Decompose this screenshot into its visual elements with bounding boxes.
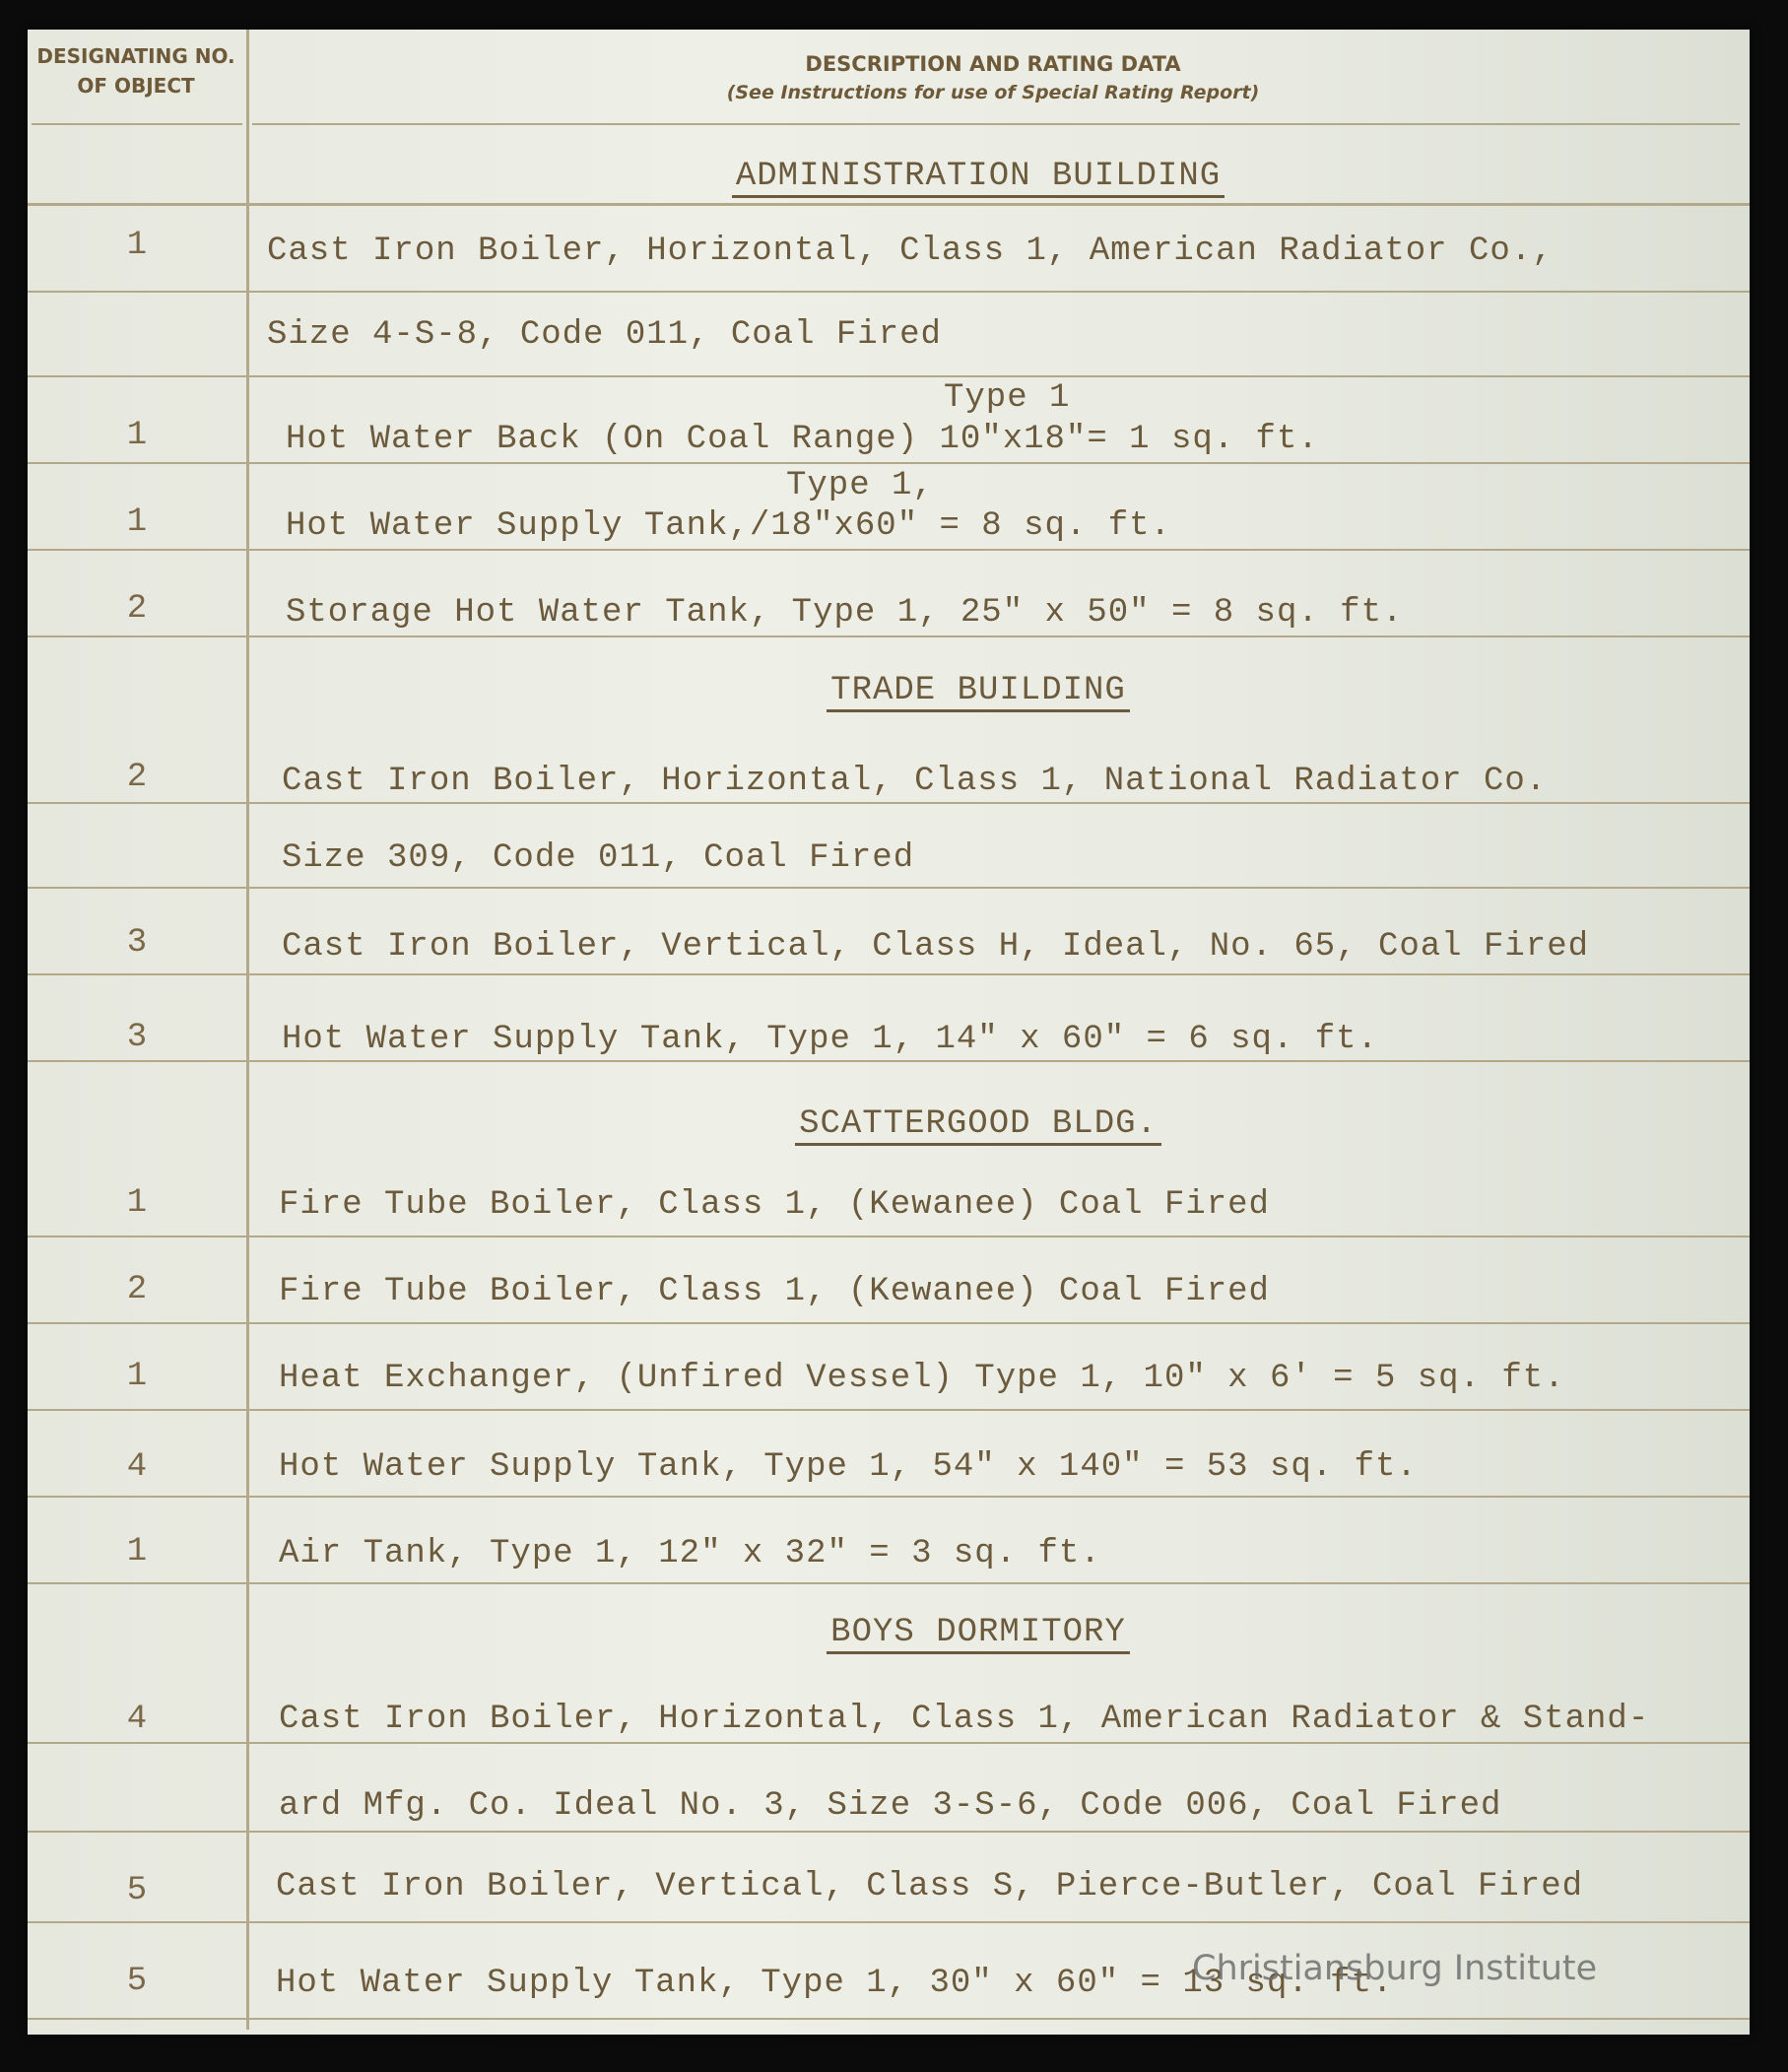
table-row (28, 804, 1750, 889)
row-description: Fire Tube Boiler, Class 1, (Kewanee) Coal Fired (279, 1273, 1270, 1310)
object-number-header: DESIGNATING NO. OF OBJECT (36, 44, 235, 98)
table-row (28, 464, 1750, 551)
table-row (28, 1498, 1750, 1584)
header-rule-right (252, 123, 1740, 125)
table-row (28, 551, 1750, 637)
object-number: 3 (126, 1019, 148, 1056)
table-row (28, 1657, 1750, 1744)
object-number: 3 (126, 924, 148, 962)
description-header (249, 49, 1737, 106)
table-row (28, 1237, 1750, 1324)
object-number: 2 (126, 759, 148, 796)
row-description: Hot Water Back (On Coal Range) 10"x18"= 1 sq. ft. (286, 421, 1319, 458)
object-number: 5 (126, 1963, 148, 2000)
watermark: Christiansburg Institute (1192, 1949, 1598, 1988)
table-row (28, 1324, 1750, 1411)
table-row (28, 377, 1750, 464)
object-number: 1 (126, 1358, 148, 1395)
description-header-subtitle: (See Instructions for use of Special Rating Report) (726, 82, 1260, 103)
table-row (28, 889, 1750, 975)
typed-insertion: Type 1 (944, 379, 1071, 417)
row-description: Cast Iron Boiler, Horizontal, Class 1, American Radiator & Stand- (279, 1701, 1650, 1738)
table-row (28, 1151, 1750, 1237)
row-description: Hot Water Supply Tank, Type 1, 14" x 60" = 6 sq. ft. (282, 1021, 1378, 1058)
row-description: Storage Hot Water Tank, Type 1, 25" x 50" = 8 sq. ft. (286, 594, 1404, 632)
row-description: Cast Iron Boiler, Vertical, Class S, Pierce-Butler, Coal Fired (276, 1868, 1584, 1905)
document-page (28, 30, 1750, 2035)
table-row (28, 293, 1750, 377)
section-title: ADMINISTRATION BUILDING (249, 158, 1707, 195)
section-title: SCATTERGOOD BLDG. (249, 1105, 1707, 1143)
typed-insertion: Type 1, (786, 467, 934, 504)
table-row (28, 207, 1750, 293)
section-title: TRADE BUILDING (249, 672, 1707, 709)
section-title: BOYS DORMITORY (249, 1614, 1707, 1651)
row-description: Hot Water Supply Tank, Type 1, 54" x 140" = 53 sq. ft. (279, 1448, 1418, 1486)
object-number: 1 (126, 503, 148, 541)
table-row (28, 1411, 1750, 1498)
object-number: 1 (126, 1184, 148, 1222)
object-number: 4 (126, 1701, 148, 1738)
object-number: 2 (126, 590, 148, 628)
description-header-title: DESCRIPTION AND RATING DATA (805, 52, 1181, 76)
row-description: Fire Tube Boiler, Class 1, (Kewanee) Coal Fired (279, 1186, 1270, 1224)
object-number: 2 (126, 1271, 148, 1308)
row-description: Hot Water Supply Tank,/18"x60" = 8 sq. ft. (286, 507, 1171, 545)
table-row (28, 1833, 1750, 1923)
object-number: 1 (126, 227, 148, 264)
row-description: Air Tank, Type 1, 12" x 32" = 3 sq. ft. (279, 1535, 1101, 1572)
object-number: 5 (126, 1872, 148, 1909)
row-description: Hot Water Supply Tank, Type 1, 30" x 60" = 13 sq. ft. (276, 1965, 1394, 2002)
table-row (28, 719, 1750, 804)
row-description: Cast Iron Boiler, Vertical, Class H, Ideal, No. 65, Coal Fired (282, 928, 1590, 966)
table-row (28, 1744, 1750, 1833)
row-description: Cast Iron Boiler, Horizontal, Class 1, National Radiator Co. (282, 763, 1548, 800)
row-description: Size 4-S-8, Code 011, Coal Fired (267, 316, 942, 354)
row-description: ard Mfg. Co. Ideal No. 3, Size 3-S-6, Code 006, Coal Fired (279, 1787, 1502, 1825)
row-description: Heat Exchanger, (Unfired Vessel) Type 1, 10" x 6' = 5 sq. ft. (279, 1360, 1565, 1397)
table-row (28, 975, 1750, 1062)
row-description: Size 309, Code 011, Coal Fired (282, 839, 915, 877)
header-rule-left (32, 123, 242, 125)
row-description: Cast Iron Boiler, Horizontal, Class 1, American Radiator Co., (267, 233, 1554, 270)
object-number: 1 (126, 1533, 148, 1571)
object-number: 4 (126, 1448, 148, 1486)
object-number: 1 (126, 417, 148, 454)
